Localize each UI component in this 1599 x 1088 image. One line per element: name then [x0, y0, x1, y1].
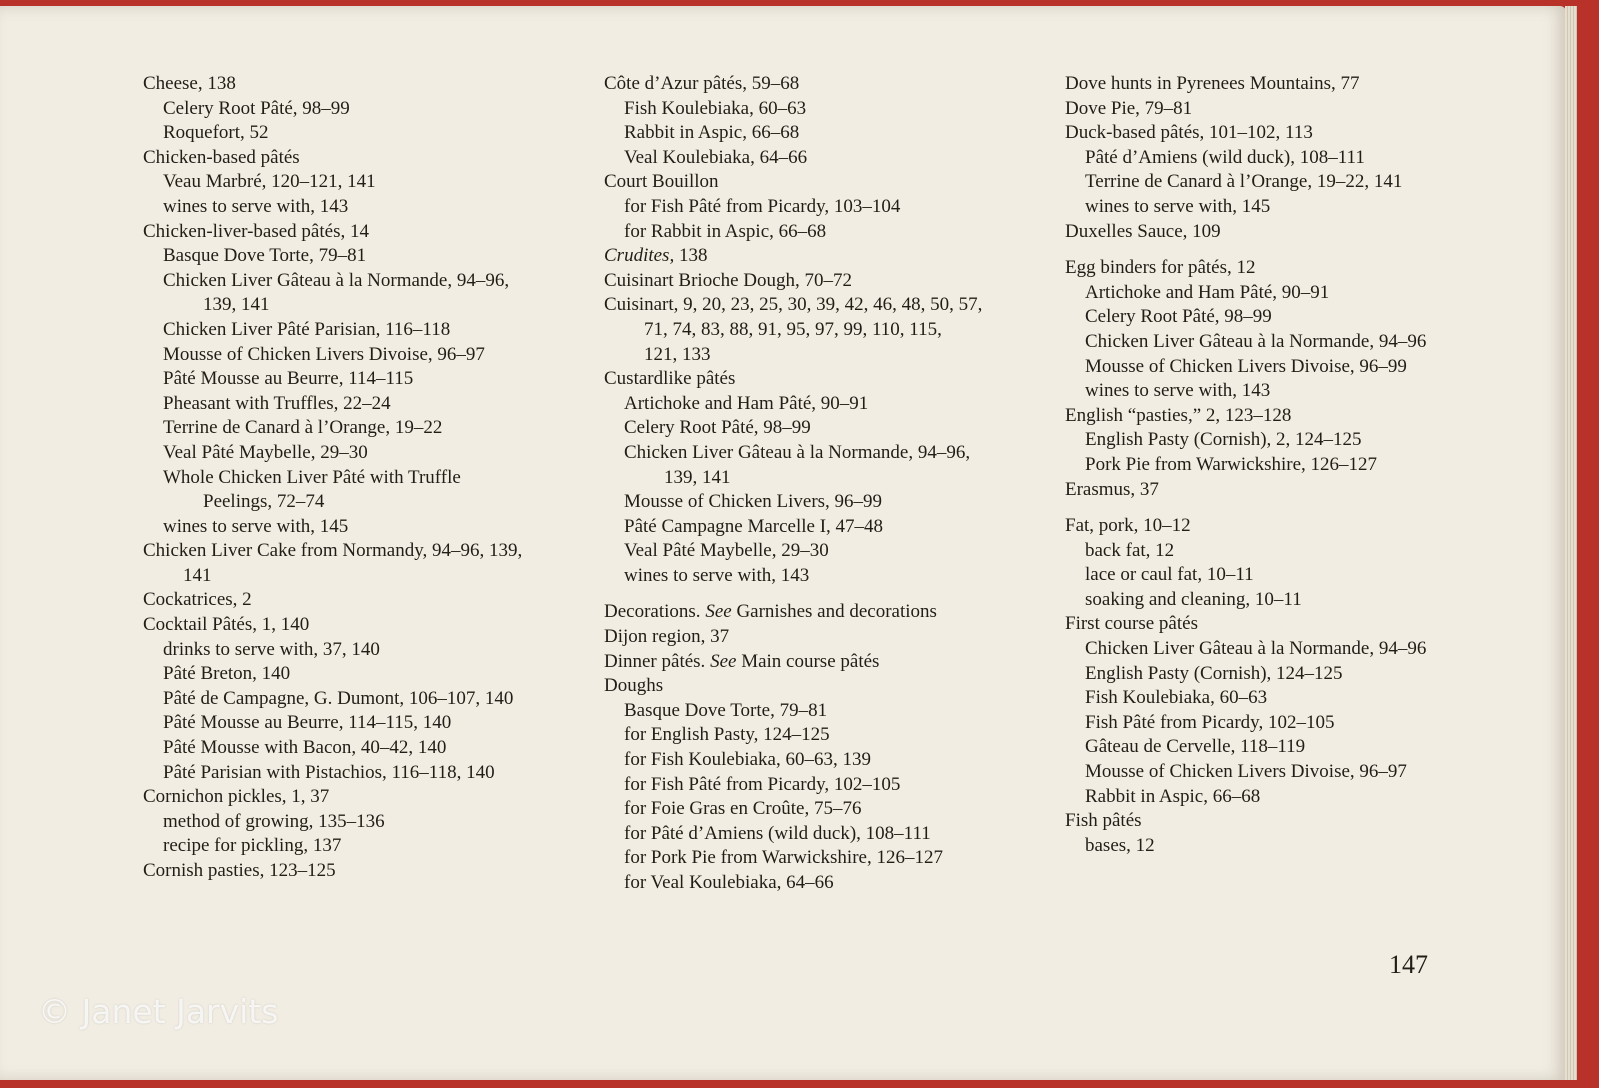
index-entry — [604, 293, 1034, 367]
index-subentry — [1065, 539, 1515, 564]
index-subentry — [1065, 195, 1515, 220]
entry-text: Pheasant with Truffles, 22–24 — [163, 392, 391, 414]
entry-text: drinks to serve with, 37, 140 — [163, 638, 380, 660]
entry-text: recipe for pickling, 137 — [163, 835, 342, 857]
entry-text: English Pasty (Cornish), 2, 124–125 — [1085, 429, 1362, 451]
index-subentry — [143, 662, 583, 687]
entry-italic-heading: Crudites, — [604, 245, 675, 267]
index-subentry — [1065, 637, 1515, 662]
entry-text: lace or caul fat, 10–11 — [1085, 564, 1254, 586]
index-subentry — [143, 367, 583, 392]
index-subentry — [604, 822, 1034, 847]
entry-text: for Fish Pâté from Picardy, 103–104 — [624, 195, 901, 217]
index-entry — [143, 588, 583, 613]
entry-text: bases, 12 — [1085, 834, 1155, 856]
index-subentry — [143, 170, 583, 195]
index-subentry — [143, 441, 583, 466]
entry-text: Cockatrices, 2 — [143, 589, 252, 611]
page-number: 147 — [1389, 950, 1428, 979]
entry-text: Chicken-based pâtés — [143, 146, 300, 168]
entry-text: for Foie Gras en Croûte, 75–76 — [624, 798, 862, 820]
index-subentry — [143, 736, 583, 761]
index-subentry — [143, 810, 583, 835]
entry-text: Fish Koulebiaka, 60–63 — [1085, 687, 1268, 709]
index-column-2 — [604, 72, 1034, 896]
index-entry — [1065, 809, 1515, 834]
entry-text: Roquefort, 52 — [163, 122, 269, 144]
entry-text: Veal Pâté Maybelle, 29–30 — [163, 441, 368, 463]
index-subentry — [143, 318, 583, 343]
entry-text: Cuisinart, 9, 20, 23, 25, 30, 39, 42, 46, 48, 50, 57, — [604, 294, 983, 316]
entry-text: Pâté Mousse with Bacon, 40–42, 140 — [163, 737, 447, 759]
index-subentry — [143, 97, 583, 122]
index-subentry — [604, 121, 1034, 146]
entry-text: Pâté Breton, 140 — [163, 663, 291, 685]
index-subentry — [1065, 760, 1515, 785]
index-subentry — [1065, 146, 1515, 171]
entry-text: Veal Pâté Maybelle, 29–30 — [624, 540, 829, 562]
entry-text: Erasmus, 37 — [1065, 478, 1159, 500]
entry-text: for Fish Koulebiaka, 60–63, 139 — [624, 749, 871, 771]
index-entry — [143, 146, 583, 171]
entry-continuation: 139, 141 — [664, 466, 731, 488]
entry-text: wines to serve with, 143 — [1085, 380, 1271, 402]
entry-text: Whole Chicken Liver Pâté with Truffle — [163, 466, 461, 488]
entry-text: Pâté Mousse au Beurre, 114–115 — [163, 368, 414, 390]
index-subentry — [1065, 711, 1515, 736]
index-entry — [143, 859, 583, 884]
index-subentry — [604, 392, 1034, 417]
index-entry — [1065, 256, 1515, 281]
index-subentry — [143, 195, 583, 220]
index-subentry — [143, 515, 583, 540]
index-entry — [604, 367, 1034, 392]
index-subentry — [604, 773, 1034, 798]
index-entry — [1065, 72, 1515, 97]
index-subentry — [604, 441, 1034, 490]
index-subentry — [1065, 834, 1515, 859]
index-subentry — [143, 638, 583, 663]
entry-text: Veal Koulebiaka, 64–66 — [624, 146, 808, 168]
index-subentry — [143, 711, 583, 736]
index-subentry — [1065, 379, 1515, 404]
entry-text: Veau Marbré, 120–121, 141 — [163, 171, 376, 193]
entry-text: Gâteau de Cervelle, 118–119 — [1085, 736, 1306, 758]
entry-text: Mousse of Chicken Livers Divoise, 96–97 — [163, 343, 485, 365]
index-subentry — [604, 871, 1034, 896]
index-entry — [604, 244, 1034, 269]
entry-text: Chicken Liver Cake from Normandy, 94–96, 139, — [143, 540, 523, 562]
entry-text: Fish Koulebiaka, 60–63 — [624, 97, 807, 119]
index-subentry — [143, 416, 583, 441]
index-column-3 — [1065, 72, 1515, 858]
index-subentry — [604, 146, 1034, 171]
entry-continuation: 71, 74, 83, 88, 91, 95, 97, 99, 110, 115, — [644, 318, 942, 340]
index-entry — [143, 72, 583, 97]
entry-text: Custardlike pâtés — [604, 368, 736, 390]
entry-text: Decorations. See Garnishes and decorations — [604, 601, 937, 623]
index-subentry — [604, 699, 1034, 724]
entry-text: Chicken Liver Gâteau à la Normande, 94–96 — [1085, 330, 1427, 352]
entry-text: 138 — [674, 245, 708, 267]
index-subentry — [1065, 588, 1515, 613]
entry-text: Basque Dove Torte, 79–81 — [624, 699, 828, 721]
entry-text: Cuisinart Brioche Dough, 70–72 — [604, 269, 853, 291]
entry-text: for Fish Pâté from Picardy, 102–105 — [624, 773, 901, 795]
entry-text: Rabbit in Aspic, 66–68 — [1085, 785, 1261, 807]
index-subentry — [1065, 281, 1515, 306]
entry-text: Côte d’Azur pâtés, 59–68 — [604, 73, 800, 94]
index-subentry — [143, 392, 583, 417]
index-subentry — [1065, 170, 1515, 195]
index-subentry — [143, 121, 583, 146]
entry-text: Chicken Liver Pâté Parisian, 116–118 — [163, 318, 451, 340]
index-subentry — [1065, 428, 1515, 453]
index-subentry — [604, 220, 1034, 245]
index-column-1 — [143, 72, 583, 884]
index-entry — [604, 269, 1034, 294]
entry-text: Artichoke and Ham Pâté, 90–91 — [1085, 281, 1330, 303]
index-subentry — [143, 466, 583, 515]
entry-text: Rabbit in Aspic, 66–68 — [624, 122, 800, 144]
page-edges — [1565, 6, 1577, 1080]
index-entry — [604, 674, 1034, 699]
entry-text: Celery Root Pâté, 98–99 — [624, 417, 811, 439]
entry-text: wines to serve with, 145 — [1085, 195, 1271, 217]
index-subentry — [604, 723, 1034, 748]
index-subentry — [1065, 355, 1515, 380]
entry-text: Dijon region, 37 — [604, 626, 730, 648]
index-subentry — [604, 564, 1034, 589]
index-entry — [143, 539, 583, 588]
entry-continuation: Peelings, 72–74 — [203, 491, 325, 513]
index-subentry — [1065, 735, 1515, 760]
index-subentry — [143, 687, 583, 712]
index-subentry — [1065, 662, 1515, 687]
index-entry — [604, 625, 1034, 650]
entry-text: First course pâtés — [1065, 613, 1198, 635]
entry-text: Fish pâtés — [1065, 810, 1142, 832]
entry-continuation: 121, 133 — [644, 343, 711, 365]
entry-text: back fat, 12 — [1085, 539, 1175, 561]
index-subentry — [604, 195, 1034, 220]
index-subentry — [604, 748, 1034, 773]
index-entry — [1065, 97, 1515, 122]
index-subentry — [1065, 563, 1515, 588]
index-entry — [1065, 478, 1515, 503]
entry-text: Terrine de Canard à l’Orange, 19–22 — [163, 417, 443, 439]
entry-text: Pâté d’Amiens (wild duck), 108–111 — [1085, 146, 1365, 168]
entry-text: Chicken Liver Gâteau à la Normande, 94–96, — [624, 441, 971, 463]
entry-text: Egg binders for pâtés, 12 — [1065, 257, 1256, 279]
index-entry — [604, 72, 1034, 97]
entry-text: Mousse of Chicken Livers Divoise, 96–99 — [1085, 355, 1407, 377]
entry-text: Basque Dove Torte, 79–81 — [163, 245, 367, 267]
entry-text: Cornish pasties, 123–125 — [143, 860, 336, 881]
index-entry — [1065, 404, 1515, 429]
index-subentry — [1065, 686, 1515, 711]
entry-text: English “pasties,” 2, 123–128 — [1065, 404, 1292, 426]
entry-text: Pâté Parisian with Pistachios, 116–118, 140 — [163, 761, 495, 783]
entry-text: for Veal Koulebiaka, 64–66 — [624, 872, 834, 893]
entry-text: for Pâté d’Amiens (wild duck), 108–111 — [624, 822, 931, 844]
entry-text: soaking and cleaning, 10–11 — [1085, 588, 1302, 610]
entry-text: method of growing, 135–136 — [163, 810, 385, 832]
index-subentry — [143, 269, 583, 318]
index-subentry — [143, 244, 583, 269]
entry-text: Dove Pie, 79–81 — [1065, 97, 1193, 119]
entry-text: Duck-based pâtés, 101–102, 113 — [1065, 122, 1313, 144]
index-subentry — [604, 846, 1034, 871]
entry-text: Doughs — [604, 675, 664, 697]
index-subentry — [604, 490, 1034, 515]
entry-text: wines to serve with, 143 — [163, 195, 349, 217]
entry-text: Chicken-liver-based pâtés, 14 — [143, 220, 369, 242]
entry-text: for Pork Pie from Warwickshire, 126–127 — [624, 847, 943, 869]
index-subentry — [1065, 305, 1515, 330]
entry-text: Court Bouillon — [604, 171, 719, 193]
entry-text: Celery Root Pâté, 98–99 — [1085, 306, 1272, 328]
index-subentry — [604, 515, 1034, 540]
entry-text: Fat, pork, 10–12 — [1065, 515, 1191, 537]
entry-text: for English Pasty, 124–125 — [624, 724, 830, 746]
index-entry — [1065, 514, 1515, 539]
index-subentry — [1065, 453, 1515, 478]
entry-text: Pâté Mousse au Beurre, 114–115, 140 — [163, 712, 452, 734]
entry-continuation: 139, 141 — [203, 294, 270, 316]
entry-text: Mousse of Chicken Livers, 96–99 — [624, 491, 883, 513]
entry-text: Fish Pâté from Picardy, 102–105 — [1085, 711, 1335, 733]
index-subentry — [143, 343, 583, 368]
index-entry — [1065, 121, 1515, 146]
entry-text: English Pasty (Cornish), 124–125 — [1085, 662, 1343, 684]
index-entry — [604, 650, 1034, 675]
entry-text: Cornichon pickles, 1, 37 — [143, 786, 330, 808]
entry-text: Terrine de Canard à l’Orange, 19–22, 141 — [1085, 171, 1403, 193]
index-entry — [1065, 612, 1515, 637]
entry-text: Chicken Liver Gâteau à la Normande, 94–96 — [1085, 638, 1427, 660]
index-entry — [604, 170, 1034, 195]
entry-text: wines to serve with, 143 — [624, 564, 810, 586]
entry-text: Dinner pâtés. See Main course pâtés — [604, 650, 880, 672]
index-subentry — [143, 834, 583, 859]
entry-text: Chicken Liver Gâteau à la Normande, 94–96, — [163, 269, 510, 291]
index-entry — [143, 613, 583, 638]
entry-text: Mousse of Chicken Livers Divoise, 96–97 — [1085, 761, 1407, 783]
entry-text: Cocktail Pâtés, 1, 140 — [143, 614, 310, 636]
entry-text: Duxelles Sauce, 109 — [1065, 220, 1221, 242]
index-subentry — [604, 539, 1034, 564]
index-subentry — [143, 761, 583, 786]
entry-text: Dove hunts in Pyrenees Mountains, 77 — [1065, 73, 1360, 94]
entry-text: Pork Pie from Warwickshire, 126–127 — [1085, 453, 1378, 475]
index-entry — [1065, 220, 1515, 245]
entry-text: Celery Root Pâté, 98–99 — [163, 97, 350, 119]
index-subentry — [1065, 330, 1515, 355]
entry-text: Cheese, 138 — [143, 73, 236, 94]
entry-text: Pâté Campagne Marcelle I, 47–48 — [624, 515, 884, 537]
entry-text: Pâté de Campagne, G. Dumont, 106–107, 140 — [163, 687, 514, 709]
entry-text: Artichoke and Ham Pâté, 90–91 — [624, 392, 869, 414]
index-entry — [143, 220, 583, 245]
index-subentry — [604, 797, 1034, 822]
index-entry — [604, 600, 1034, 625]
entry-text: wines to serve with, 145 — [163, 515, 349, 537]
index-entry — [143, 785, 583, 810]
copyright-watermark: © Janet Jarvits — [38, 992, 279, 1031]
index-subentry — [604, 416, 1034, 441]
entry-continuation: 141 — [183, 564, 212, 586]
entry-text: for Rabbit in Aspic, 66–68 — [624, 220, 827, 242]
index-subentry — [1065, 785, 1515, 810]
index-subentry — [604, 97, 1034, 122]
